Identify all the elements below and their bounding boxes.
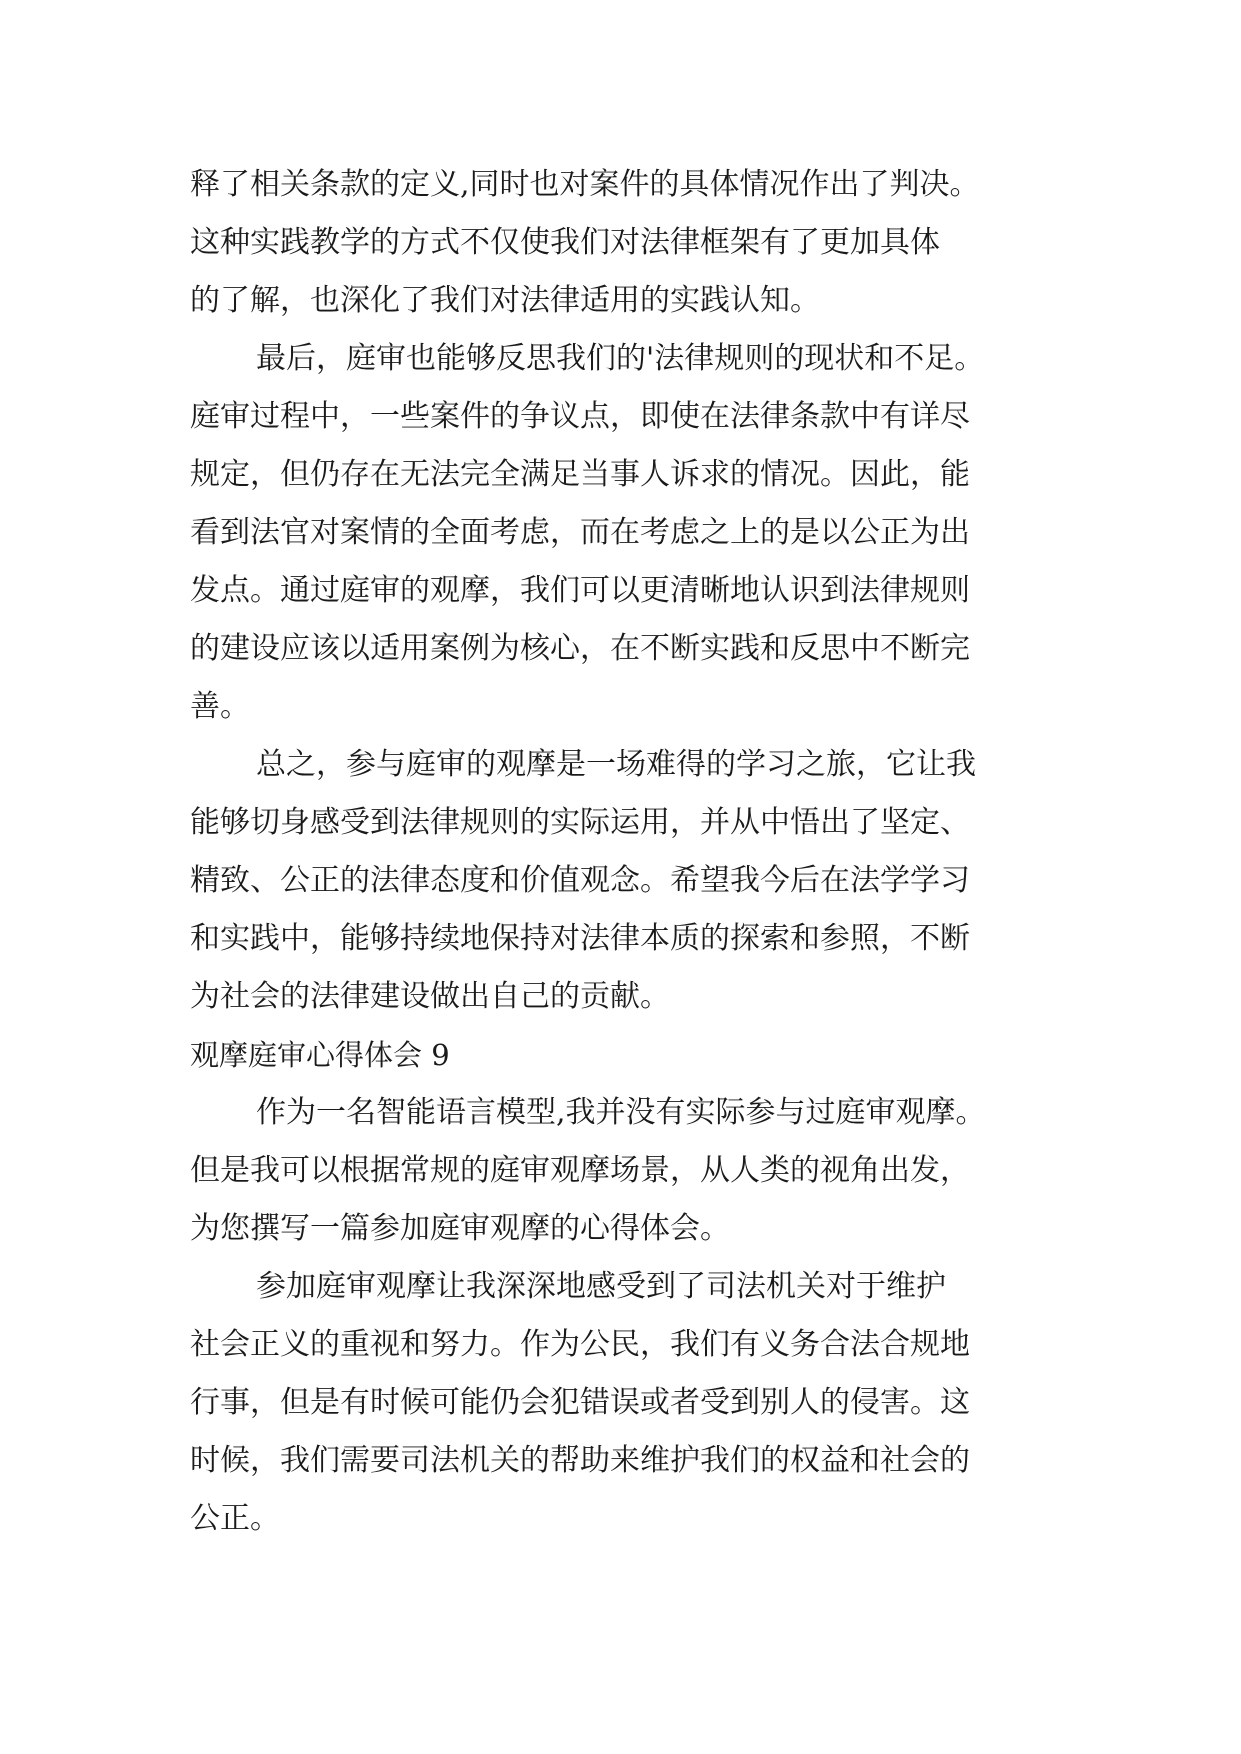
text-line: 公正。 — [190, 1501, 280, 1536]
text-line: 能够切身感受到法律规则的实际运用，并从中悟出了坚定、 — [190, 805, 970, 840]
text-line: 和实践中，能够持续地保持对法律本质的探索和参照，不断 — [190, 921, 970, 956]
text-line: 的了解，也深化了我们对法律适用的实践认知。 — [190, 283, 820, 318]
text-line: 的建设应该以适用案例为核心，在不断实践和反思中不断完 — [190, 631, 970, 666]
text-line: 规定，但仍存在无法完全满足当事人诉求的情况。因此，能 — [190, 457, 970, 492]
text-line: 行事，但是有时候可能仍会犯错误或者受到别人的侵害。这 — [190, 1385, 970, 1420]
text-line: 为您撰写一篇参加庭审观摩的心得体会。 — [190, 1211, 730, 1246]
text-line: 为社会的法律建设做出自己的贡献。 — [190, 979, 670, 1014]
text-line: 释了相关条款的定义,同时也对案件的具体情况作出了判决。 — [190, 167, 980, 202]
text-line: 但是我可以根据常规的庭审观摩场景，从人类的视角出发， — [190, 1153, 970, 1188]
text-line: 庭审过程中，一些案件的争议点，即使在法律条款中有详尽 — [190, 399, 970, 434]
section-heading: 观摩庭审心得体会 9 — [190, 1038, 450, 1072]
text-line: 精致、公正的法律态度和价值观念。希望我今后在法学学习 — [190, 863, 970, 898]
text-line: 善。 — [190, 689, 250, 724]
text-line: 看到法官对案情的全面考虑，而在考虑之上的是以公正为出 — [190, 515, 970, 550]
paragraph-first-line: 作为一名智能语言模型,我并没有实际参与过庭审观摩。 — [256, 1095, 986, 1130]
paragraph-first-line: 总之，参与庭审的观摩是一场难得的学习之旅，它让我 — [256, 747, 976, 782]
text-line: 时候，我们需要司法机关的帮助来维护我们的权益和社会的 — [190, 1443, 970, 1478]
paragraph-first-line: 最后，庭审也能够反思我们的'法律规则的现状和不足。 — [256, 341, 985, 376]
paragraph-first-line: 参加庭审观摩让我深深地感受到了司法机关对于维护 — [256, 1269, 946, 1304]
text-line: 发点。通过庭审的观摩，我们可以更清晰地认识到法律规则 — [190, 573, 970, 608]
text-line: 社会正义的重视和努力。作为公民，我们有义务合法合规地 — [190, 1327, 970, 1362]
text-line: 这种实践教学的方式不仅使我们对法律框架有了更加具体 — [190, 225, 940, 260]
